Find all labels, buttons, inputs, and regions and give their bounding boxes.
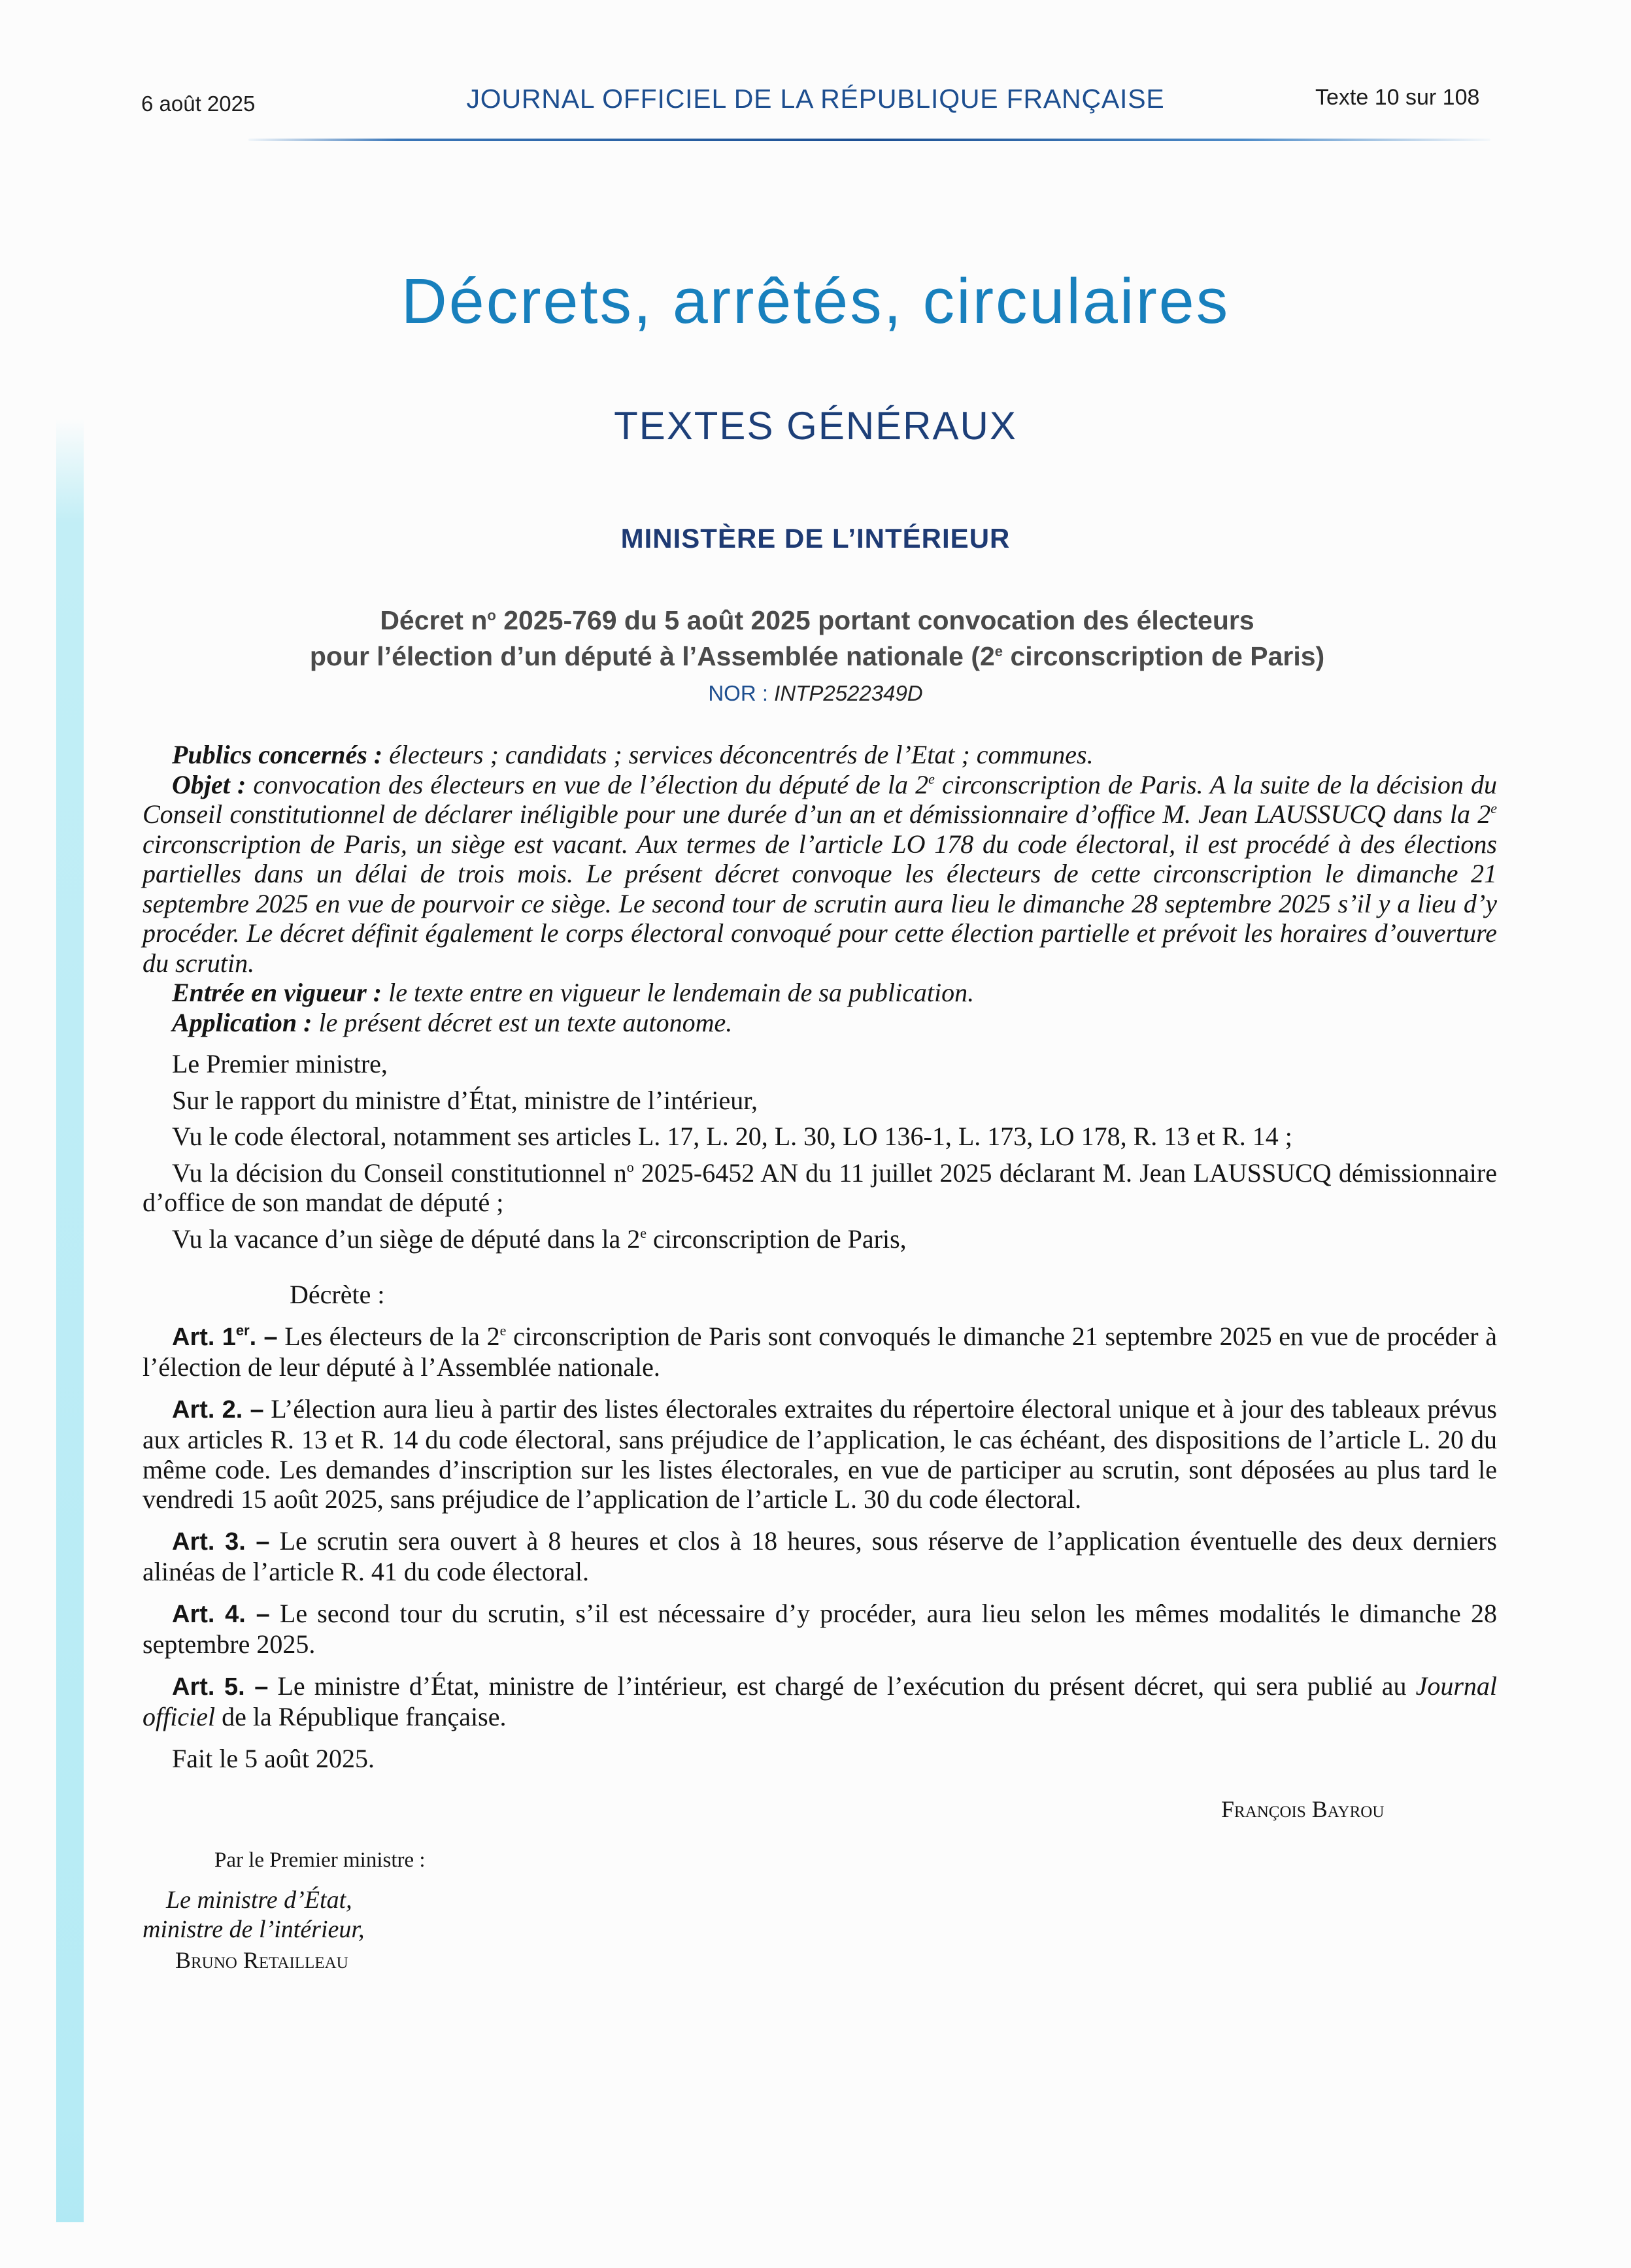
article-2	[143, 1394, 1497, 1514]
ministry-heading: MINISTÈRE DE L’INTÉRIEUR	[620, 523, 1011, 554]
preamble-vu-code: Vu le code électoral, notamment ses articles L. 17, L. 20, L. 30, LO 136-1, L. 173, LO 178, R. 13 et R. 14 ;	[172, 1122, 1292, 1151]
superscript: o	[487, 607, 496, 624]
article-4	[143, 1599, 1497, 1659]
summary-objet	[143, 770, 1497, 978]
article-text: Le scrutin sera ouvert à 8 heures et clos à 18 heures, sous réserve de l’application éventuelle des deux derniers alinéas de l’article R. 41 du code électoral.	[143, 1526, 1497, 1586]
decree-title-text: 2025-769 du 5 août 2025 portant convocation des électeurs	[496, 605, 1254, 635]
summary-text: circonscription de Paris. A la suite de la décision du Conseil constitutionnel de déclarer inéligible pour une durée d’un an et démissionnaire d’office M. Jean LAUSSUCQ dans la 2	[143, 769, 1497, 829]
article-text: de la République française.	[215, 1702, 507, 1731]
fait-le: Fait le 5 août 2025.	[172, 1743, 375, 1773]
minister-title-line-1: Le ministre d’État,	[166, 1886, 352, 1914]
nor-code: INTP2522349D	[774, 681, 923, 705]
section-heading: TEXTES GÉNÉRAUX	[614, 404, 1017, 448]
minister-signature-name: Bruno Retailleau	[175, 1947, 348, 1973]
superscript: e	[499, 1322, 507, 1339]
superscript: er	[235, 1322, 250, 1339]
decree-title-line-1	[196, 600, 1438, 636]
superscript: e	[994, 643, 1003, 659]
article-label-text: Art. 1	[172, 1323, 236, 1351]
article-label: Art. 3. –	[172, 1527, 270, 1556]
journal-officiel-italic: Journal officiel	[143, 1671, 1497, 1731]
summary-label: Objet :	[172, 769, 246, 799]
header-journal-title: JOURNAL OFFICIEL DE LA RÉPUBLIQUE FRANÇAISE	[466, 84, 1165, 114]
decree-body	[143, 740, 1497, 1773]
nor-reference	[0, 681, 1631, 706]
header-date: 6 août 2025	[141, 92, 256, 116]
article-5	[143, 1671, 1497, 1732]
summary-entree	[143, 978, 1497, 1008]
decree-title-text: Décret n	[380, 605, 488, 635]
article-label	[172, 1324, 278, 1351]
decree-title-text: pour l’élection d’un député à l’Assemblée nationale (2	[309, 641, 995, 671]
article-text: Le ministre d’État, ministre de l’intérieur, est chargé de l’exécution du présent décret, qui sera publié au	[268, 1671, 1416, 1701]
superscript: e	[1490, 800, 1497, 816]
decree-title-text: circonscription de Paris)	[1003, 641, 1325, 671]
decrete-label: Décrète :	[290, 1280, 385, 1309]
decree-title-line-2	[196, 636, 1438, 672]
preamble-text: circonscription de Paris,	[646, 1224, 907, 1254]
article-label-text: . –	[249, 1323, 278, 1351]
article-text: Les électeurs de la 2	[277, 1321, 500, 1351]
article-3	[143, 1526, 1497, 1587]
summary-label: Application :	[172, 1007, 312, 1037]
header-text-position: Texte 10 sur 108	[1315, 85, 1480, 110]
superscript: o	[626, 1158, 634, 1175]
summary-text: circonscription de Paris, un siège est vacant. Aux termes de l’article LO 178 du code électoral, il est procédé à des élections partielles dans un délai de trois mois. Le présent décret convoque les électeurs de cette circonscription le dimanche 21 septembre 2025 en vue de pourvoir ce siège. Le second tour de scrutin aura lieu le dimanche 28 septembre 2025 s’il y a lieu d’y procéder. Le décret définit également le corps électoral convoqué pour cette élection partielle et prévoit les horaires d’ouverture du scrutin.	[143, 829, 1497, 978]
article-text: circonscription de Paris sont convoqués le dimanche 21 septembre 2025 en vue de procéder à l’élection de leur député à l’Assemblée nationale.	[143, 1321, 1498, 1382]
summary-label: Publics concernés :	[172, 740, 383, 769]
header-divider	[248, 139, 1490, 141]
article-1	[143, 1322, 1497, 1382]
preamble-vu-decision	[143, 1158, 1497, 1218]
article-text: L’élection aura lieu à partir des listes électorales extraites du répertoire électoral unique et à jour des tableaux prévus aux articles R. 13 et R. 14 du code électoral, sans préjudice de l’application, le cas échéant, des dispositions de l’article L. 20 du même code. Les demandes d’inscription sur les listes électorales, en vue de participer au scrutin, sont déposées au plus tard le vendredi 15 août 2025, sans préjudice de l’application de l’article L. 30 du code électoral.	[143, 1393, 1497, 1514]
preamble-text: Vu la vacance d’un siège de député dans la 2	[172, 1224, 641, 1254]
minister-title-line-2: ministre de l’intérieur,	[143, 1916, 365, 1943]
preamble-rapport: Sur le rapport du ministre d’État, ministre de l’intérieur,	[172, 1085, 758, 1115]
summary-application	[143, 1008, 1497, 1038]
preamble-pm: Le Premier ministre,	[172, 1049, 388, 1078]
article-text: Le second tour du scrutin, s’il est nécessaire d’y procéder, aura lieu selon les mêmes modalités le dimanche 28 septembre 2025.	[143, 1598, 1497, 1659]
article-label: Art. 5. –	[172, 1673, 269, 1701]
preamble-text: 2025-6452 AN du 11 juillet 2025 déclarant M. Jean LAUSSUCQ démissionnaire d’office de son mandat de député ;	[143, 1158, 1497, 1217]
article-label: Art. 2. –	[172, 1395, 264, 1424]
superscript: e	[928, 770, 935, 787]
minister-title	[143, 1886, 365, 1944]
preamble-text: Vu la décision du Conseil constitutionnel n	[172, 1158, 627, 1188]
summary-text: électeurs ; candidats ; services déconcentrés de l’Etat ; communes.	[382, 740, 1094, 769]
summary-publics	[143, 740, 1497, 770]
summary-text: le texte entre en vigueur le lendemain de sa publication.	[382, 978, 975, 1007]
summary-label: Entrée en vigueur :	[172, 978, 382, 1007]
preamble-vu-vacance	[143, 1224, 1497, 1254]
par-premier-ministre: Par le Premier ministre :	[214, 1848, 426, 1872]
page-title: Décrets, arrêtés, circulaires	[401, 265, 1230, 337]
nor-label: NOR :	[708, 681, 775, 705]
summary-text: le présent décret est un texte autonome.	[312, 1007, 733, 1037]
summary-text: convocation des électeurs en vue de l’élection du député de la 2	[246, 769, 929, 799]
article-label: Art. 4. –	[172, 1600, 270, 1628]
pm-signature-name: François Bayrou	[1221, 1796, 1385, 1822]
superscript: e	[640, 1224, 647, 1241]
decree-title	[196, 600, 1438, 672]
